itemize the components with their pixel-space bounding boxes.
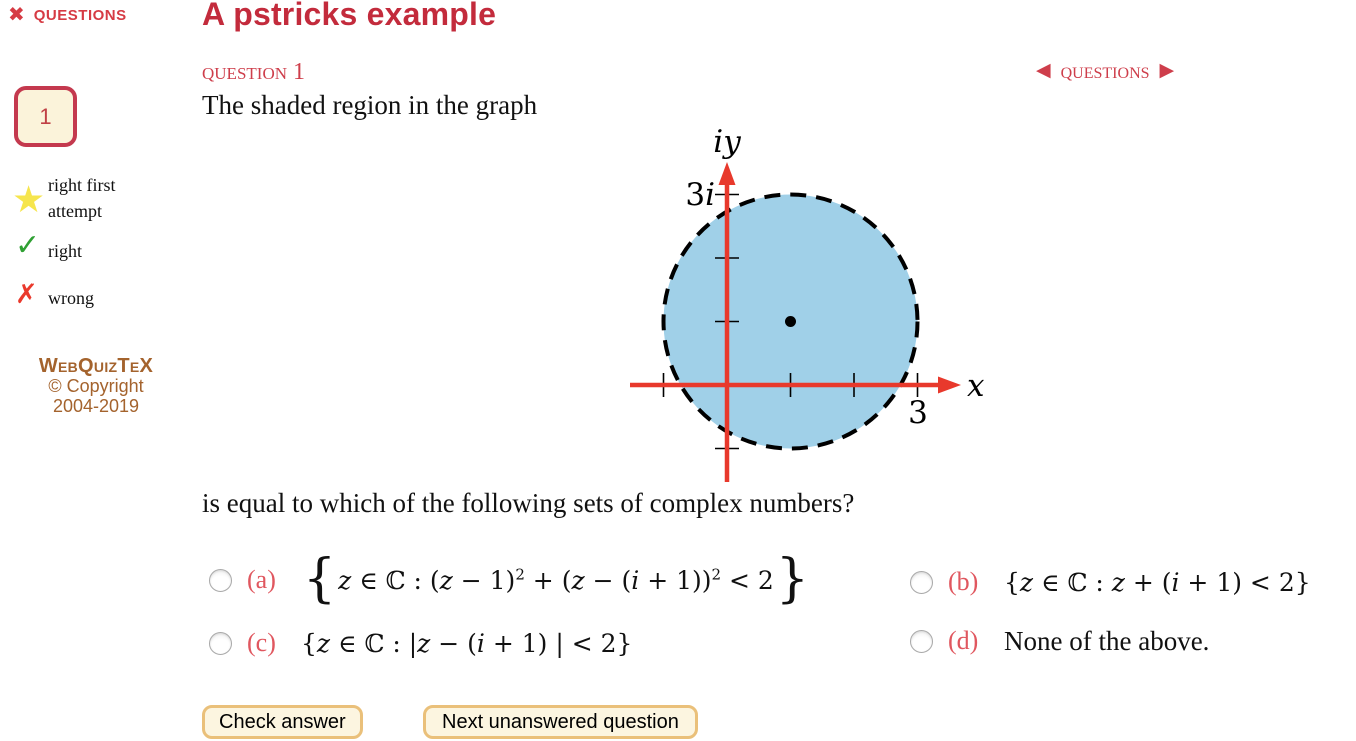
option-c-letter[interactable]: (c) <box>247 628 276 657</box>
option-b-letter[interactable]: (b) <box>948 567 979 596</box>
question-number-heading: question 1 <box>202 59 305 85</box>
question-intro: The shaded region in the graph <box>202 90 538 120</box>
question-prompt: is equal to which of the following sets of complex numbers? <box>202 488 855 518</box>
option-a <box>209 548 811 612</box>
option-d-radio[interactable] <box>910 630 933 653</box>
x-axis-arrow-icon <box>938 377 961 394</box>
option-c-formula: {z ∈ ℂ : |z − (i + 1) | < 2} <box>301 628 633 658</box>
copyright-text: © Copyright <box>48 376 144 396</box>
disk-center-point <box>785 316 796 327</box>
questions-menu-toggle[interactable] <box>8 3 127 24</box>
page-title: A pstricks example <box>202 0 497 32</box>
complex-plane-graph <box>618 124 990 486</box>
option-b <box>910 564 1311 600</box>
option-a-formula: {z ∈ ℂ : $(z - 1)^2 + (z - (i + 1))^2 < 2$} <box>303 548 809 609</box>
x-tick-label-3: 3 <box>908 395 928 431</box>
question-nav <box>1036 59 1174 82</box>
webquiz-brand <box>22 355 170 417</box>
legend-right: right <box>48 241 82 261</box>
option-b-radio[interactable] <box>910 571 933 594</box>
copyright-years: 2004-2019 <box>52 395 140 416</box>
close-icon: ✖ <box>8 1 25 26</box>
option-d <box>910 622 1209 660</box>
option-d-letter[interactable]: (d) <box>948 626 979 655</box>
option-d-text: None of the above. <box>1004 625 1210 656</box>
star-icon: ★ <box>12 178 46 221</box>
option-c-radio[interactable] <box>209 632 232 655</box>
check-icon: ✓ <box>15 228 41 263</box>
next-question-arrow-icon[interactable]: ▶ <box>1159 59 1175 81</box>
next-unanswered-question-button[interactable]: Next unanswered question <box>423 705 698 739</box>
prev-question-arrow-icon[interactable]: ◀ <box>1036 59 1051 81</box>
y-axis-label: iy <box>713 124 741 160</box>
option-a-radio[interactable] <box>209 569 232 592</box>
questions-menu-label: questions <box>33 2 127 25</box>
y-tick-label-3i: 3i <box>685 177 715 213</box>
check-answer-button[interactable]: Check answer <box>202 705 363 739</box>
cross-icon: ✗ <box>15 279 38 310</box>
legend-right-first-attempt: right first attempt <box>48 175 116 222</box>
option-c <box>209 624 632 662</box>
option-a-letter[interactable]: (a) <box>247 565 276 594</box>
nav-questions-label: questions <box>1060 58 1150 83</box>
webquiz-logo: WebQuizTeX <box>38 355 154 377</box>
option-b-formula: {z ∈ ℂ : z + (i + 1) < 2} <box>1004 567 1311 597</box>
y-axis-arrow-icon <box>719 162 736 185</box>
question-1-button[interactable]: 1 <box>14 86 77 147</box>
x-axis-label: x <box>967 368 985 404</box>
legend-wrong: wrong <box>48 288 94 308</box>
graph-container <box>618 124 990 486</box>
